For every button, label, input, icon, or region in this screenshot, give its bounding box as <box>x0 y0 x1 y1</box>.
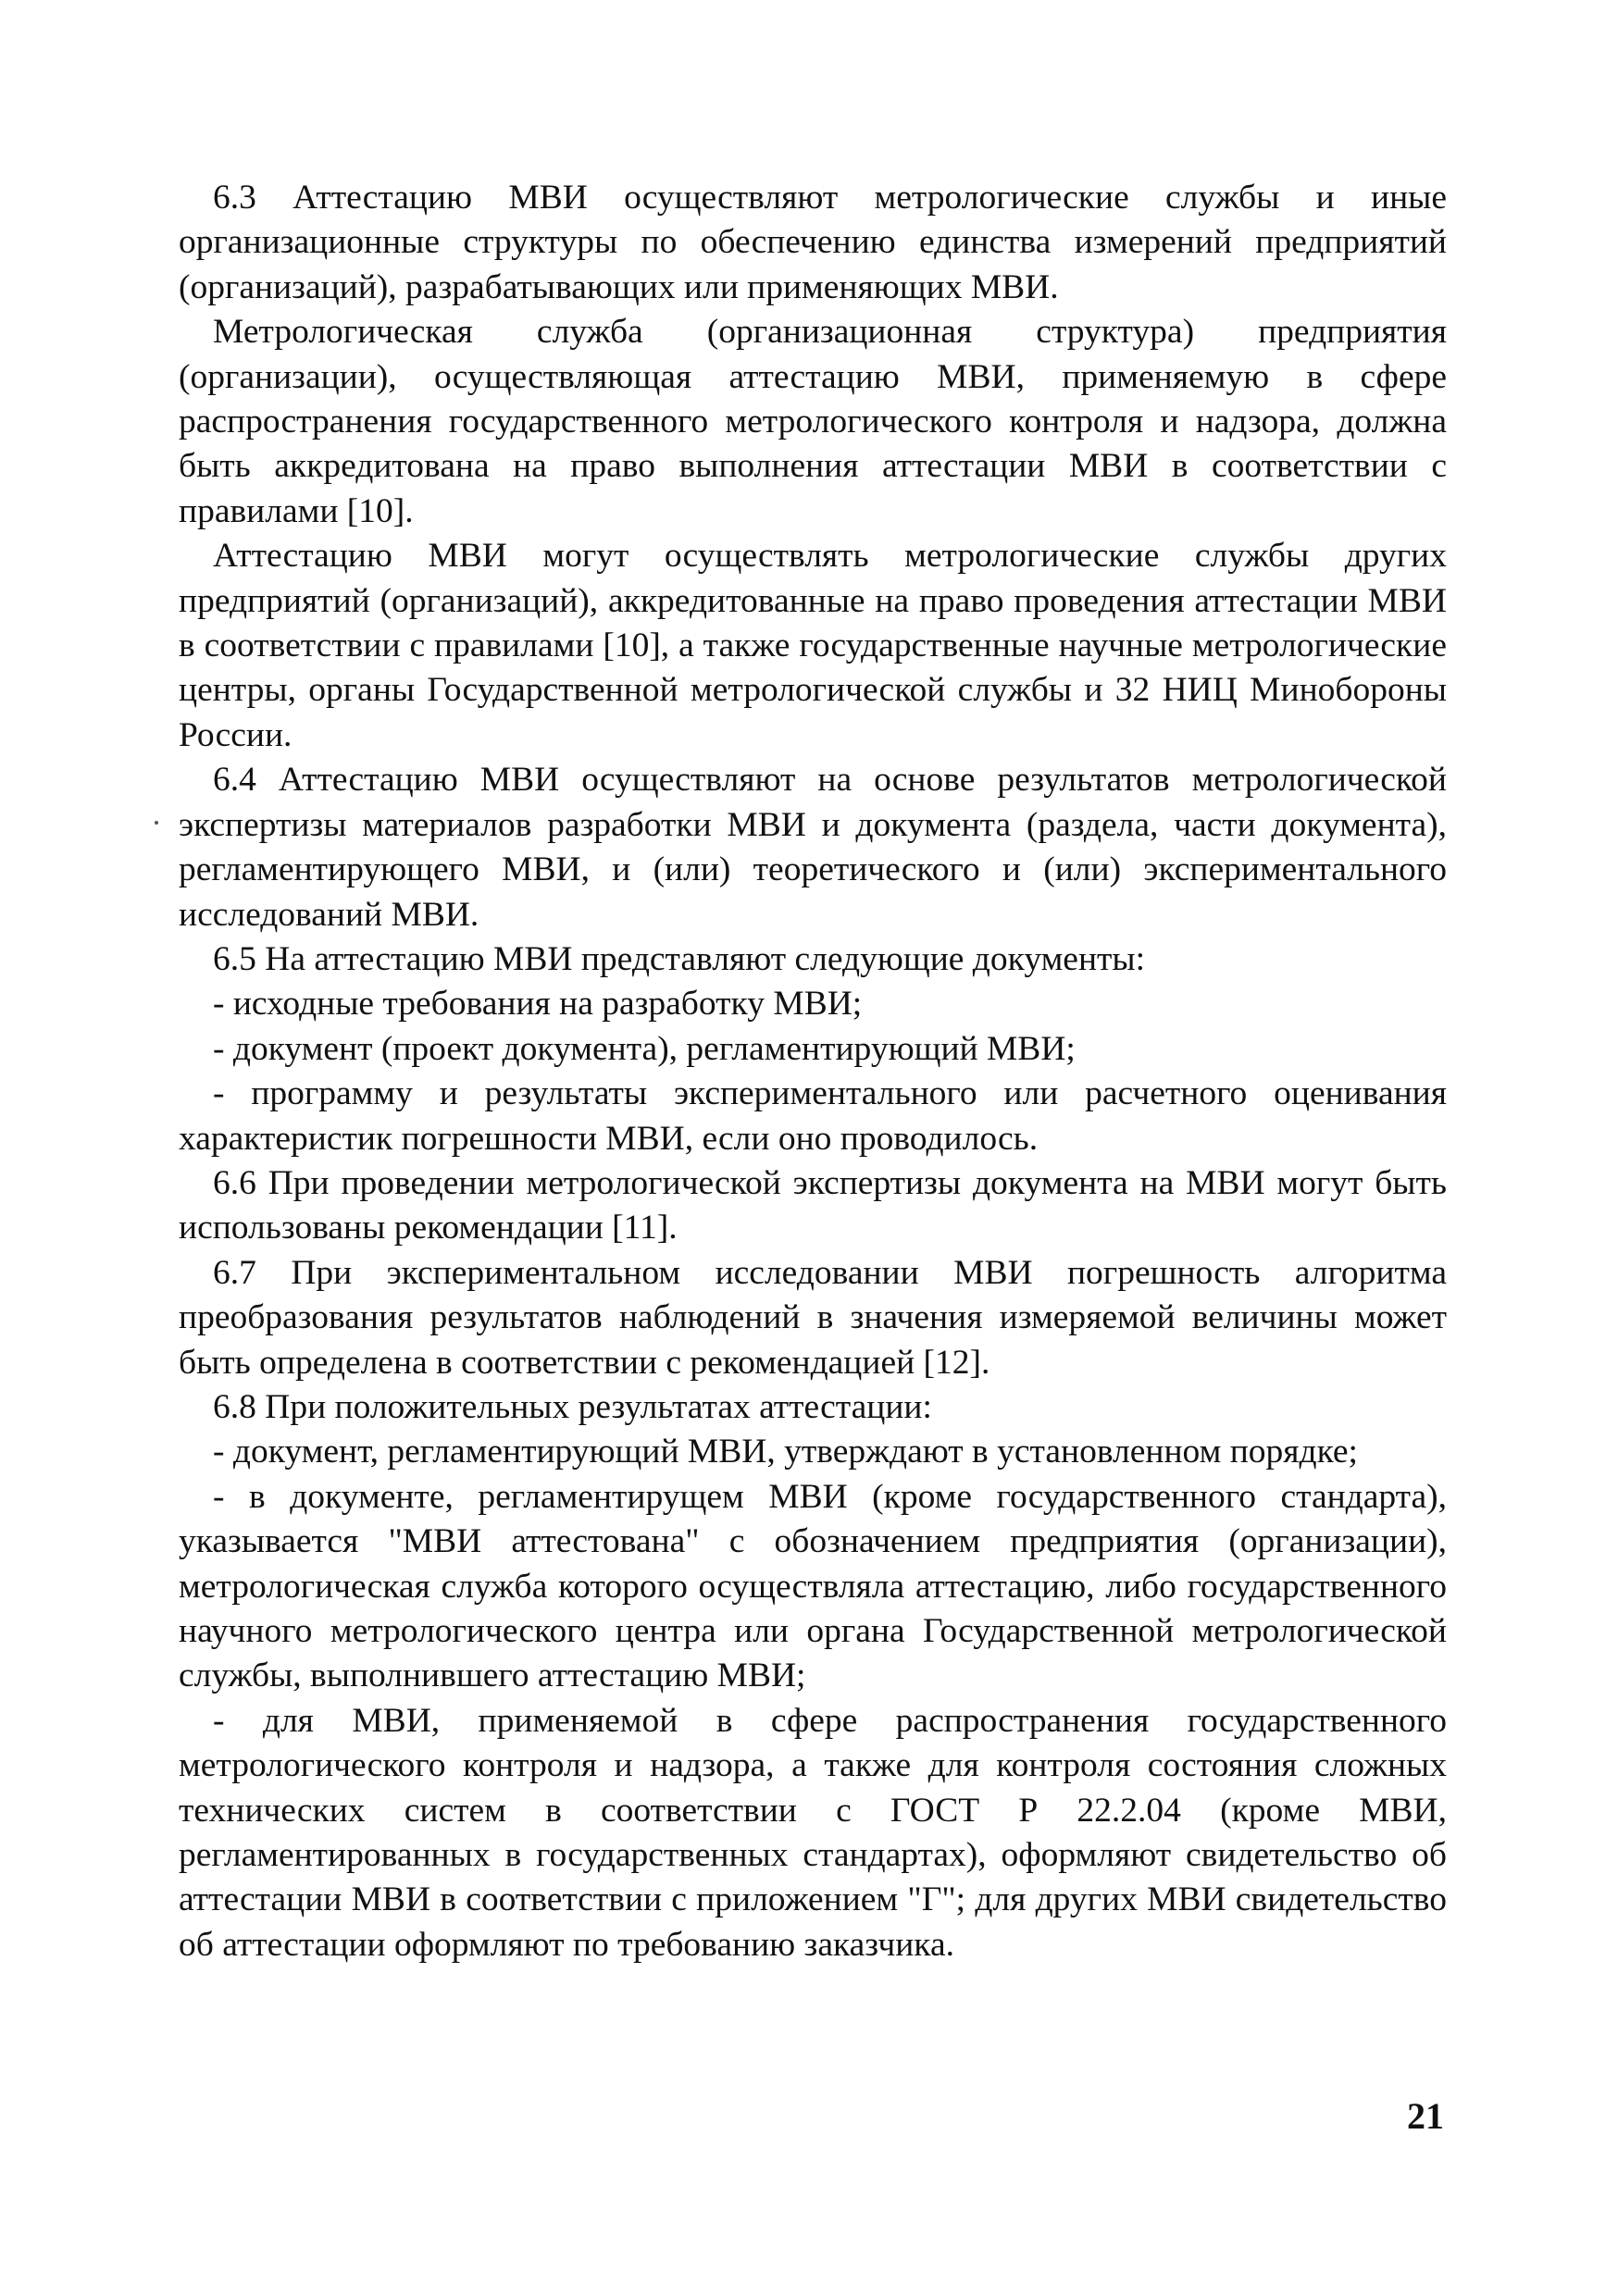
document-body <box>179 176 1447 1967</box>
paragraph-6-3: 6.3 Аттестацию МВИ осуществляют метрологические службы и иные организационные структуры по обеспечению единства измерений предприятий (организаций), разрабатывающих или применяющих МВИ. <box>179 179 1447 306</box>
list-item-approval: - документ, регламентирующий МВИ, утверждают в установленном порядке; <box>213 1433 1358 1471</box>
paragraph-metrology-service: Метрологическая служба (организационная структура) предприятия (организации), осуществляющая аттестацию МВИ, применяемую в сфере распространения государственного метрологического контроля и надзора, должна быть аккредитована на право выполнения аттестации МВИ в соответствии с правилами [10]. <box>179 313 1447 530</box>
paragraph-6-8: 6.8 При положительных результатах аттестации: <box>213 1387 932 1426</box>
list-item-program: - программу и результаты экспериментального или расчетного оценивания характеристик погрешности МВИ, если оно проводилось. <box>179 1074 1447 1158</box>
scan-speck <box>155 821 158 825</box>
paragraph-6-4: 6.4 Аттестацию МВИ осуществляют на основе результатов метрологической экспертизы материалов разработки МВИ и документа (раздела, части документа), регламентирующего МВИ, и (или) теоретического и (или) экспериментального исследований МВИ. <box>179 761 1447 934</box>
list-item-document: - документ (проект документа), регламентирующий МВИ; <box>213 1029 1076 1068</box>
list-item-attested-mark: - в документе, регламентирущем МВИ (кроме государственного стандарта), указывается "МВИ аттестована" с обозначением предприятия (организации), метрологическая служба которого осуществляла аттестацию, либо государственного научного метрологического центра или органа Государственной метрологической службы, выполнившего аттестацию МВИ; <box>179 1477 1447 1695</box>
paragraph-6-7: 6.7 При экспериментальном исследовании МВИ погрешность алгоритма преобразования результатов наблюдений в значения измеряемой величины может быть определена в соответствии с рекомендацией [12]. <box>179 1253 1447 1382</box>
paragraph-other-services: Аттестацию МВИ могут осуществлять метрологические службы других предприятий (организаций), аккредитованные на право проведения аттестации МВИ в соответствии с правилами [10], а также государственные научные метрологические центры, органы Государственной метрологической службы и 32 НИЦ Минобороны России. <box>179 537 1447 754</box>
paragraph-6-6: 6.6 При проведении метрологической экспертизы документа на МВИ могут быть использованы рекомендации [11]. <box>179 1163 1447 1247</box>
list-item-requirements: - исходные требования на разработку МВИ; <box>213 985 863 1024</box>
page-number: 21 <box>1407 2095 1444 2137</box>
list-item-certificate: - для МВИ, применяемой в сфере распространения государственного метрологического контроля и надзора, а также для контроля состояния сложных технических систем в соответствии с ГОСТ Р 22.2.04 (кроме МВИ, регламентированных в государственных стандартах), оформляют свидетельство об аттестации МВИ в соответствии с приложением "Г"; для других МВИ свидетельство об аттестации оформляют по требованию заказчика. <box>179 1701 1447 1964</box>
paragraph-6-5: 6.5 На аттестацию МВИ представляют следующие документы: <box>213 939 1146 978</box>
